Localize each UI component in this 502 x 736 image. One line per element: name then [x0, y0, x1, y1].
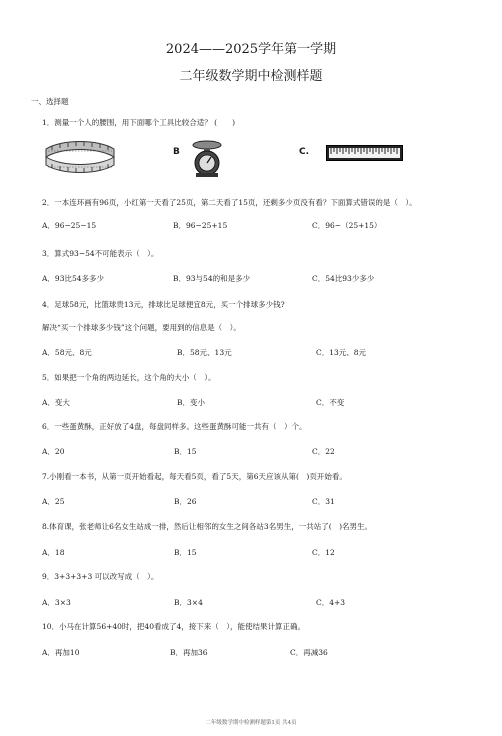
question-number: 3．: [42, 249, 55, 258]
question-3: [42, 248, 158, 259]
option-a[interactable]: A．58元、8元: [42, 348, 92, 357]
question-number: 7.: [42, 472, 50, 481]
option-a[interactable]: A．变大: [42, 398, 70, 407]
option-c[interactable]: C．4+3: [316, 598, 346, 607]
question-6: [42, 421, 307, 432]
question-subtext: 解决“买一个排球多少钱”这个问题，要用到的信息是（ ）。: [42, 323, 241, 332]
option-b[interactable]: B．93与54的和是多少: [173, 274, 251, 283]
option-a-image: [42, 137, 118, 179]
option-c[interactable]: C．13元、8元: [316, 348, 367, 357]
question-9: [42, 571, 158, 582]
option-b[interactable]: B．15: [174, 447, 197, 456]
option-b[interactable]: B．15: [174, 548, 197, 557]
option-c[interactable]: C．不变: [316, 398, 345, 407]
option-b[interactable]: B．96−25+15: [173, 221, 228, 230]
question-5: [42, 372, 216, 383]
question-number: 4．: [42, 300, 55, 309]
question-text: 小马在计算56+40时，把40看成了4，接下来（ ），能使结果计算正确。: [59, 622, 305, 631]
question-7: [42, 471, 347, 482]
question-number: 2．: [42, 198, 55, 207]
option-c-image: [326, 145, 403, 161]
option-c[interactable]: C．再减36: [290, 648, 328, 657]
question-number: 10．: [42, 622, 60, 631]
option-b[interactable]: B．58元、13元: [177, 348, 232, 357]
page-subtitle: 二年级数学期中检测样题: [179, 69, 323, 84]
section-label: 一、选择题: [31, 97, 69, 106]
option-b[interactable]: B．再加36: [170, 648, 208, 657]
option-a[interactable]: A．20: [42, 447, 65, 456]
question-text: 3+3+3+3 可以改写成（ ）。: [54, 572, 159, 581]
question-text: 一本连环画有96页，小红第一天看了25页，第二天看了15页，还剩多少页没有看？下面算式错误的是（ ）。: [54, 198, 417, 207]
option-c[interactable]: C．54比93少多少: [312, 274, 375, 283]
question-number: 5．: [42, 373, 55, 382]
option-a[interactable]: A．96−25−15: [42, 221, 97, 230]
question-1: [42, 117, 235, 128]
question-2: [42, 197, 417, 208]
option-a[interactable]: A．93比54多多少: [42, 274, 105, 283]
option-b[interactable]: B．26: [174, 497, 197, 506]
question-text: 算式93−54不可能表示（ ）。: [54, 249, 159, 258]
question-text: 小刚看一本书，从第一页开始看起，每天看5页，看了5天，第6天应该从第( )页开始看。: [49, 472, 347, 481]
option-b[interactable]: B．3×4: [174, 598, 203, 607]
question-8: [42, 521, 372, 532]
tape-measure-icon: [42, 137, 118, 179]
question-text: 足球58元，比篮球贵13元，排球比足球便宜8元，买一个排球多少钱?: [54, 300, 285, 309]
question-text: 一些蛋黄酥，正好放了4盘，每盘同样多。这些蛋黄酥可能一共有（ ）个。: [54, 422, 307, 431]
option-c-letter: C.: [299, 147, 310, 157]
option-a[interactable]: A．25: [42, 497, 65, 506]
question-number: 8.: [42, 522, 50, 531]
question-number: 6．: [42, 422, 55, 431]
question-text: 体育课，张老师让6名女生站成一排，然后让相邻的女生之间各站3名男生，一共站了( )名男生。: [49, 522, 373, 531]
option-b-image: [190, 138, 224, 178]
question-4: [42, 299, 285, 310]
page-footer: 二年级数学期中检测样题第1页 共4页: [205, 720, 297, 726]
option-b[interactable]: B．变小: [177, 398, 206, 407]
option-c[interactable]: C．12: [312, 548, 335, 557]
ruler-icon: [326, 145, 403, 161]
question-text: 如果把一个角的两边延长，这个角的大小（ ）。: [54, 373, 216, 382]
option-a[interactable]: A．18: [42, 548, 65, 557]
option-c[interactable]: C．31: [312, 497, 335, 506]
question-number: 9．: [42, 572, 55, 581]
page-title: 2024——2025学年第一学期: [165, 42, 337, 57]
question-10: [42, 621, 305, 632]
option-c[interactable]: C．22: [312, 447, 335, 456]
option-a[interactable]: A．3×3: [42, 598, 71, 607]
option-b-letter: B: [173, 147, 180, 157]
option-a[interactable]: A．再加10: [42, 648, 80, 657]
option-c[interactable]: C．96−（25+15）: [312, 221, 382, 230]
scale-icon: [190, 138, 224, 178]
question-text: 测量一个人的腰围，用下面哪个工具比较合适？ ( ): [54, 118, 236, 127]
question-number: 1．: [42, 118, 55, 127]
